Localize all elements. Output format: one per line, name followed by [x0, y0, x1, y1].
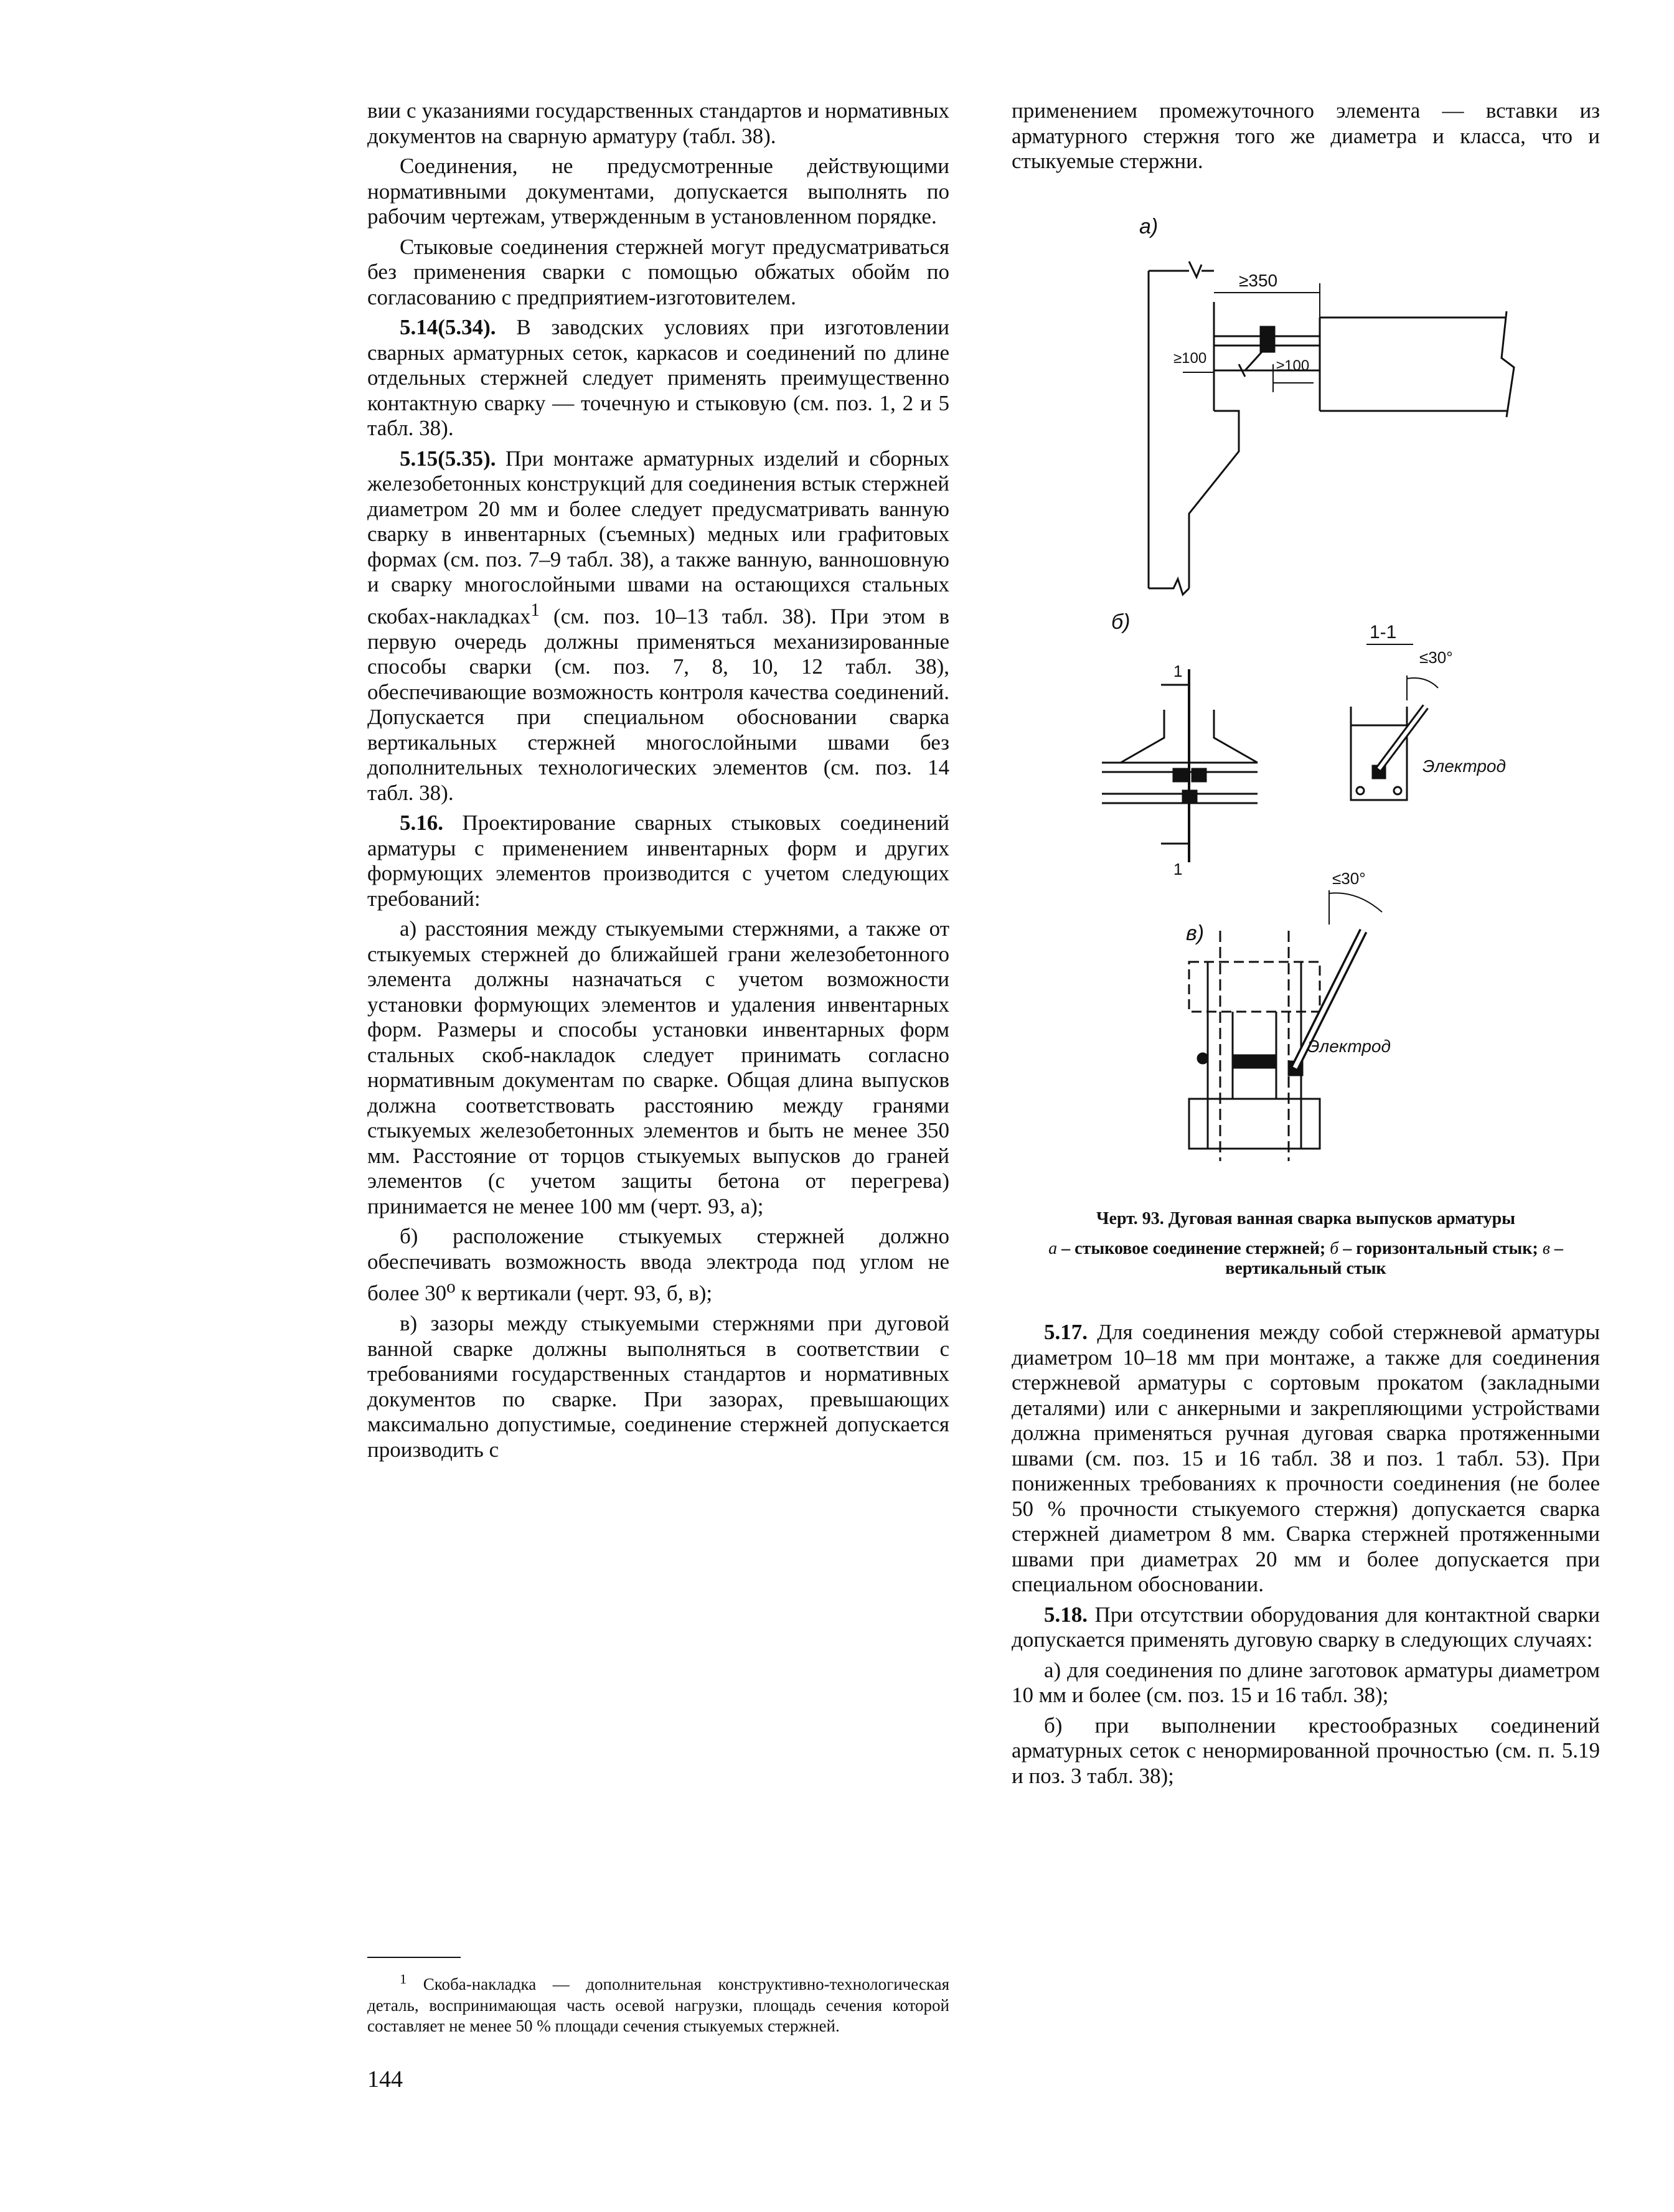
clause-text: Проектирование сварных стыковых соединений арматуры с применением инвентарных форм и других формующих элементов производится с учетом следующих требований: — [367, 811, 949, 911]
list-item-a: а) для соединения по длине заготовок арматуры диаметром 10 мм и более (см. поз. 15 и 16 табл. 38); — [1012, 1657, 1600, 1707]
figure-caption — [1012, 1208, 1600, 1279]
footnote-text: Скоба-накладка — дополнительная конструктивно-технологическая деталь, воспринимающая часть осевой нагрузки, площадь сечения которой составляет не менее 50 % площади сечения стыкуемых стержней. — [367, 1975, 949, 2035]
section-mark-top: 1 — [1173, 662, 1183, 680]
dim-100-left: ≥100 — [1173, 350, 1207, 367]
section-mark-bottom: 1 — [1173, 860, 1183, 878]
caption-title: Черт. 93. Дуговая ванная сварка выпусков арматуры — [1096, 1209, 1516, 1228]
element-left — [1149, 261, 1239, 595]
footnote-mark: 1 — [400, 1971, 407, 1987]
section-1-1: 1-1 — [1370, 622, 1397, 642]
vertical-joint-v — [1189, 890, 1382, 1161]
angle-b: ≤30° — [1419, 648, 1453, 667]
clause-5-17 — [1012, 1320, 1600, 1598]
clause-5-15 — [367, 446, 949, 806]
clause-5-14 — [367, 315, 949, 441]
clause-number: 5.18. — [1044, 1602, 1088, 1627]
page-number: 144 — [367, 2066, 403, 2092]
horizontal-joint-b — [1102, 669, 1258, 862]
list-item-v: в) зазоры между стыкуемыми стержнями при дуговой ванной сварке должны выполняться в соответствии с требованиями государственных стандартов и нормативных документов по сварке. При зазорах, превышающих максимально допустимые, соединение стержней допускается производить с — [367, 1311, 949, 1462]
clause-text: При монтаже арматурных изделий и сборных железобетонных конструкций для соединения встык стержней диаметром 20 мм и более следует предусматривать ванную сварку в инвентарных (съемных) медных или графитовых формах (см. поз. 7–9 табл. 38), а также ванную, ванношовную и сварку многослойными швами на остающихся стальных скобах-накладках — [367, 446, 949, 629]
right-column-bottom — [1012, 1320, 1600, 1789]
label-b: б) — [1111, 610, 1131, 634]
clause-text: (см. поз. 10–13 табл. 38). При этом в первую очередь должны применяться механизированные способы сварки (см. поз. 7, 8, 10, 12 табл. 38), обеспечивающие возможность контроля качества соединений. Допускается при специальном обосновании сварка вертикальных стержней многослойными швами без дополнительных технологических элементов (см. поз. 14 табл. 38). — [367, 604, 949, 805]
figure-93 — [1033, 215, 1594, 1167]
caption-legend: а – стыковое соединение стержней; б – горизонтальный стык; в – вертикальный стык — [1048, 1239, 1563, 1278]
right-column-top — [1012, 98, 1600, 174]
footnote-ref: 1 — [530, 600, 540, 620]
clause-number: 5.16. — [400, 811, 443, 835]
element-right — [1320, 311, 1514, 417]
footnote — [367, 1969, 949, 2037]
paragraph: Соединения, не предусмотренные действующими нормативными документами, допускается выполнять по рабочим чертежам, утвержденным в установленном порядке. — [367, 154, 949, 228]
degree-sign: о — [446, 1277, 456, 1297]
clause-number: 5.17. — [1044, 1320, 1088, 1344]
clause-number: 5.14(5.34). — [400, 315, 496, 339]
clause-text: При отсутствии оборудования для контактной сварки допускается применять дуговую сварку в следующих случаях: — [1012, 1602, 1601, 1652]
list-item-a: а) расстояния между стыкуемыми стержнями, а также от стыкуемых стержней до ближайшей грани железобетонного элемента должны назначаться с учетом возможности установки формующих элементов и удаления инвентарных форм. Размеры и способы установки инвентарных форм стальных скоб-накладок следует принимать согласно нормативным документам по сварке. Общая длина выпусков должна соответствовать расстоянию между гранями стыкуемых железобетонных элементов и быть не менее 350 мм. Расстояние от торцов стыкуемых выпусков до граней элементов (с учетом защиты бетона от перегрева) принимается не менее 100 мм (черт. 93, а); — [367, 916, 949, 1218]
paragraph: применением промежуточного элемента — вставки из арматурного стержня того же диаметра и класса, что и стыкуемые стержни. — [1012, 98, 1600, 173]
left-column — [367, 98, 949, 1462]
paragraph: Стыковые соединения стержней могут предусматриваться без применения сварки с помощью обжатых обойм по согласованию с предприятием-изготовителем. — [367, 234, 949, 309]
label-v: в) — [1186, 921, 1205, 945]
section-view — [1351, 675, 1438, 800]
list-item-b: б) расположение стыкуемых стержней должно обеспечивать возможность ввода электрода под углом не более $30^о$ к вертикали (черт. 93, б, в); — [367, 1224, 949, 1306]
clause-5-18 — [1012, 1603, 1600, 1653]
electrode-label-b: Электрод — [1422, 756, 1506, 776]
dim-100-right: ≥100 — [1276, 357, 1310, 374]
clause-text: В заводских условиях при изготовлении сварных арматурных сеток, каркасов и соединений по длине отдельных стержней следует применять преимущественно контактную сварку — точечную и стыковую (см. поз. 1, 2 и 5 табл. 38). — [367, 315, 950, 440]
footnote-divider — [367, 1957, 461, 1958]
paragraph: вии с указаниями государственных стандартов и нормативных документов на сварную арматуру (табл. 38). — [367, 98, 949, 148]
label-a: а) — [1139, 215, 1159, 238]
welding-drawing — [1033, 215, 1594, 1167]
dim-350: ≥350 — [1239, 271, 1278, 290]
clause-text: Для соединения между собой стержневой арматуры диаметром 10–18 мм при монтаже, а также для соединения стержневой арматуры с сортовым прокатом (закладными деталями) или с анкерными и закрепляющими устройствами должна применяться ручная дуговая сварка протяженными швами (см. поз. 15 и 16 табл. 38 и поз. 1 табл. 53). При пониженных требованиях к прочности соединения (не более 50 % прочности стыкуемого стержня) допускается сварка стержней диаметром 8 мм. Сварка стержней протяженными швами при диаметрах 20 мм и более допускается при специальном обосновании. — [1012, 1320, 1600, 1596]
angle-v: ≤30° — [1332, 869, 1366, 888]
clause-5-16 — [367, 811, 949, 911]
clause-number: 5.15(5.35). — [400, 446, 496, 471]
electrode-label-v: Электрод — [1307, 1037, 1391, 1056]
list-item-b: б) при выполнении крестообразных соединений арматурных сеток с ненормированной прочностью (см. п. 5.19 и поз. 3 табл. 38); — [1012, 1713, 1600, 1788]
